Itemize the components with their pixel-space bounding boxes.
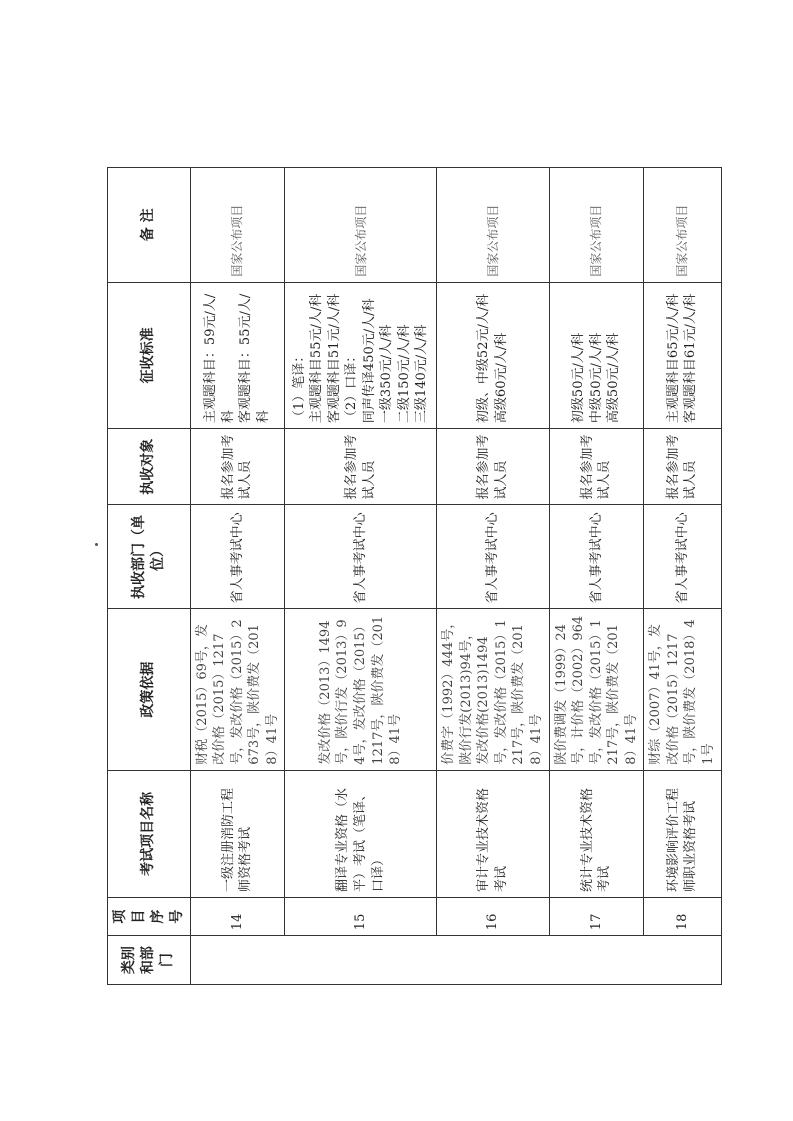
row-number: 18: [644, 898, 721, 936]
row-number: 17: [549, 898, 644, 936]
table-row: [644, 168, 721, 985]
row-number: 15: [285, 898, 437, 936]
header-standard: 征收标准: [108, 282, 191, 428]
exam-name: 翻译专业资格（水平）考试（笔译、口译）: [285, 770, 437, 897]
exam-name: 统计专业技术资格考试: [549, 770, 644, 897]
header-target: 执收对象: [108, 429, 191, 505]
header-row: [108, 168, 191, 985]
policy-basis: 价费字（1992）444号，陕价行发(2013)94号，发改价格(2013)1494号，发改价格（2015）1217号，陕价费发（2018）41号: [437, 609, 549, 770]
target: 报名参加考试人员: [437, 429, 549, 505]
target: 报名参加考试人员: [549, 429, 644, 505]
scan-dot: [95, 543, 98, 546]
department: 省人事考试中心: [437, 505, 549, 609]
exam-name: 审计专业技术资格考试: [437, 770, 549, 897]
department: 省人事考试中心: [549, 505, 644, 609]
policy-basis: 发改价格（2013）1494号，陕价行发（2013）94号，发改价格（2015）1217号，陕价费发（2018）41号: [285, 609, 437, 770]
note: 国家公布项目: [549, 168, 644, 283]
row-number: 16: [437, 898, 549, 936]
standard: 初级、中级52元/人/科 高级60元/人/科: [437, 282, 549, 428]
rotated-table-container: [107, 167, 716, 985]
category-cell: [190, 936, 721, 985]
department: 省人事考试中心: [285, 505, 437, 609]
header-department: 执收部门（单位）: [108, 505, 191, 609]
target: 报名参加考试人员: [190, 429, 285, 505]
note: 国家公布项目: [190, 168, 285, 283]
fee-table: [107, 167, 722, 985]
table-row: [285, 168, 437, 985]
standard: 主观题科目：59元/人/科 客观题科目：55元/人/科: [190, 282, 285, 428]
exam-name: 环境影响评价工程师职业资格考试: [644, 770, 721, 897]
department: 省人事考试中心: [644, 505, 721, 609]
header-name: 考试项目名称: [108, 770, 191, 897]
table-row: [437, 168, 549, 985]
note: 国家公布项目: [644, 168, 721, 283]
header-number: 项目序号: [108, 898, 191, 936]
note: 国家公布项目: [437, 168, 549, 283]
department: 省人事考试中心: [190, 505, 285, 609]
policy-basis: 财税（2015）69号，发改价格（2015）1217号，发改价格（2015）2673号，陕价费发（2018）41号: [190, 609, 285, 770]
standard: （1）笔译： 主观题科目55元/人/科 客观题科目51元/人/科 （2）口译： 同声传译450元/人/科 一级350元/人/科 二级150元/人/科 三级140元/人/科: [285, 282, 437, 428]
table-row: [549, 168, 644, 985]
exam-name: 一级注册消防工程师资格考试: [190, 770, 285, 897]
target: 报名参加考试人员: [644, 429, 721, 505]
standard: 主观题科目65元/人/科 客观题科目61元/人/科: [644, 282, 721, 428]
note: 国家公布项目: [285, 168, 437, 283]
policy-basis: 陕价费调发（1999）24号，计价格（2002）964号，发改价格（2015）1217号，陕价费发（2018）41号: [549, 609, 644, 770]
row-number: 14: [190, 898, 285, 936]
standard: 初级50元/人/科 中级50元/人/科 高级50元/人/科: [549, 282, 644, 428]
header-note: 备 注: [108, 168, 191, 283]
policy-basis: 财综（2007）41号，发改价格（2015）1217号，陕价费发（2018）41号: [644, 609, 721, 770]
header-basis: 政策依据: [108, 609, 191, 770]
target: 报名参加考试人员: [285, 429, 437, 505]
header-category: 类别和部门: [108, 936, 191, 985]
table-row: [190, 168, 285, 985]
